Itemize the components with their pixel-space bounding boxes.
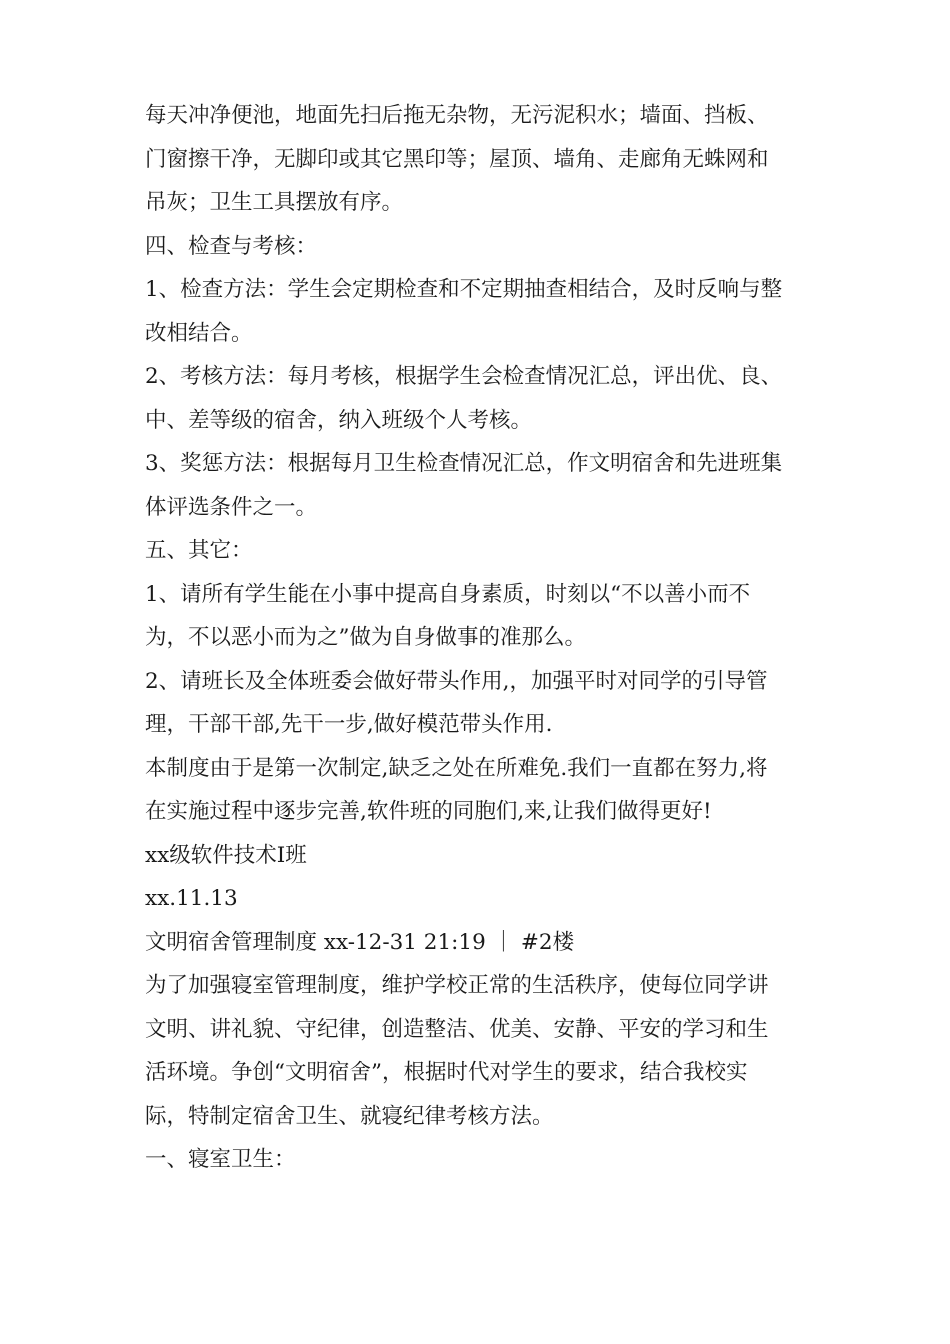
section-heading-other: 五、其它：: [145, 538, 253, 563]
post-header: 文明宿舍管理制度 xx-12-31 21:19 ｜ #2楼: [145, 929, 575, 955]
body-line: 每天冲净便池，地面先扫后拖无杂物，无污泥积水；墙面、挡板、: [145, 103, 769, 128]
section-heading-dorm-hygiene: 一、寝室卫生：: [145, 1147, 296, 1172]
body-line: 吊灰；卫生工具摆放有序。: [145, 190, 404, 215]
body-line: 体评选条件之一。: [145, 494, 318, 520]
body-line: 2、考核方法：每月考核，根据学生会检查情况汇总，评出优、良、: [145, 364, 783, 389]
body-line: 2、请班长及全体班委会做好带头作用,，加强平时对同学的引导管: [145, 668, 768, 694]
body-line: 文明、讲礼貌、守纪律，创造整洁、优美、安静、平安的学习和生: [145, 1016, 769, 1042]
body-line: 本制度由于是第一次制定,缺乏之处在所难免.我们一直都在努力,将: [145, 755, 768, 781]
body-line: 3、奖惩方法：根据每月卫生检查情况汇总，作文明宿舍和先进班集: [145, 451, 783, 476]
body-line: 为，不以恶小而为之”做为自身做事的准那么。: [145, 625, 586, 650]
body-line: 为了加强寝室管理制度，维护学校正常的生活秩序，使每位同学讲: [145, 973, 769, 998]
document-body: [145, 94, 815, 1182]
body-line: 活环境。争创“文明宿舍”，根据时代对学生的要求，结合我校实: [145, 1060, 748, 1085]
body-line: 中、差等级的宿舍，纳入班级个人考核。: [145, 407, 533, 433]
body-line: 1、检查方法：学生会定期检查和不定期抽查相结合，及时反响与整: [145, 277, 783, 302]
signature-class: xx级软件技术Ⅰ班: [145, 842, 307, 868]
section-heading-inspection: 四、检查与考核：: [145, 233, 318, 259]
body-line: 改相结合。: [145, 320, 253, 346]
body-line: 在实施过程中逐步完善,软件班的同胞们,来,让我们做得更好!: [145, 799, 712, 824]
body-line: 际，特制定宿舍卫生、就寝纪律考核方法。: [145, 1103, 554, 1129]
body-line: 理，干部干部,先干一步,做好模范带头作用.: [145, 712, 553, 737]
signature-date: xx.11.13: [145, 886, 238, 911]
body-line: 1、请所有学生能在小事中提高自身素质，时刻以“不以善小而不: [145, 581, 751, 607]
body-line: 门窗擦干净，无脚印或其它黑印等；屋顶、墙角、走廊角无蛛网和: [145, 146, 769, 172]
